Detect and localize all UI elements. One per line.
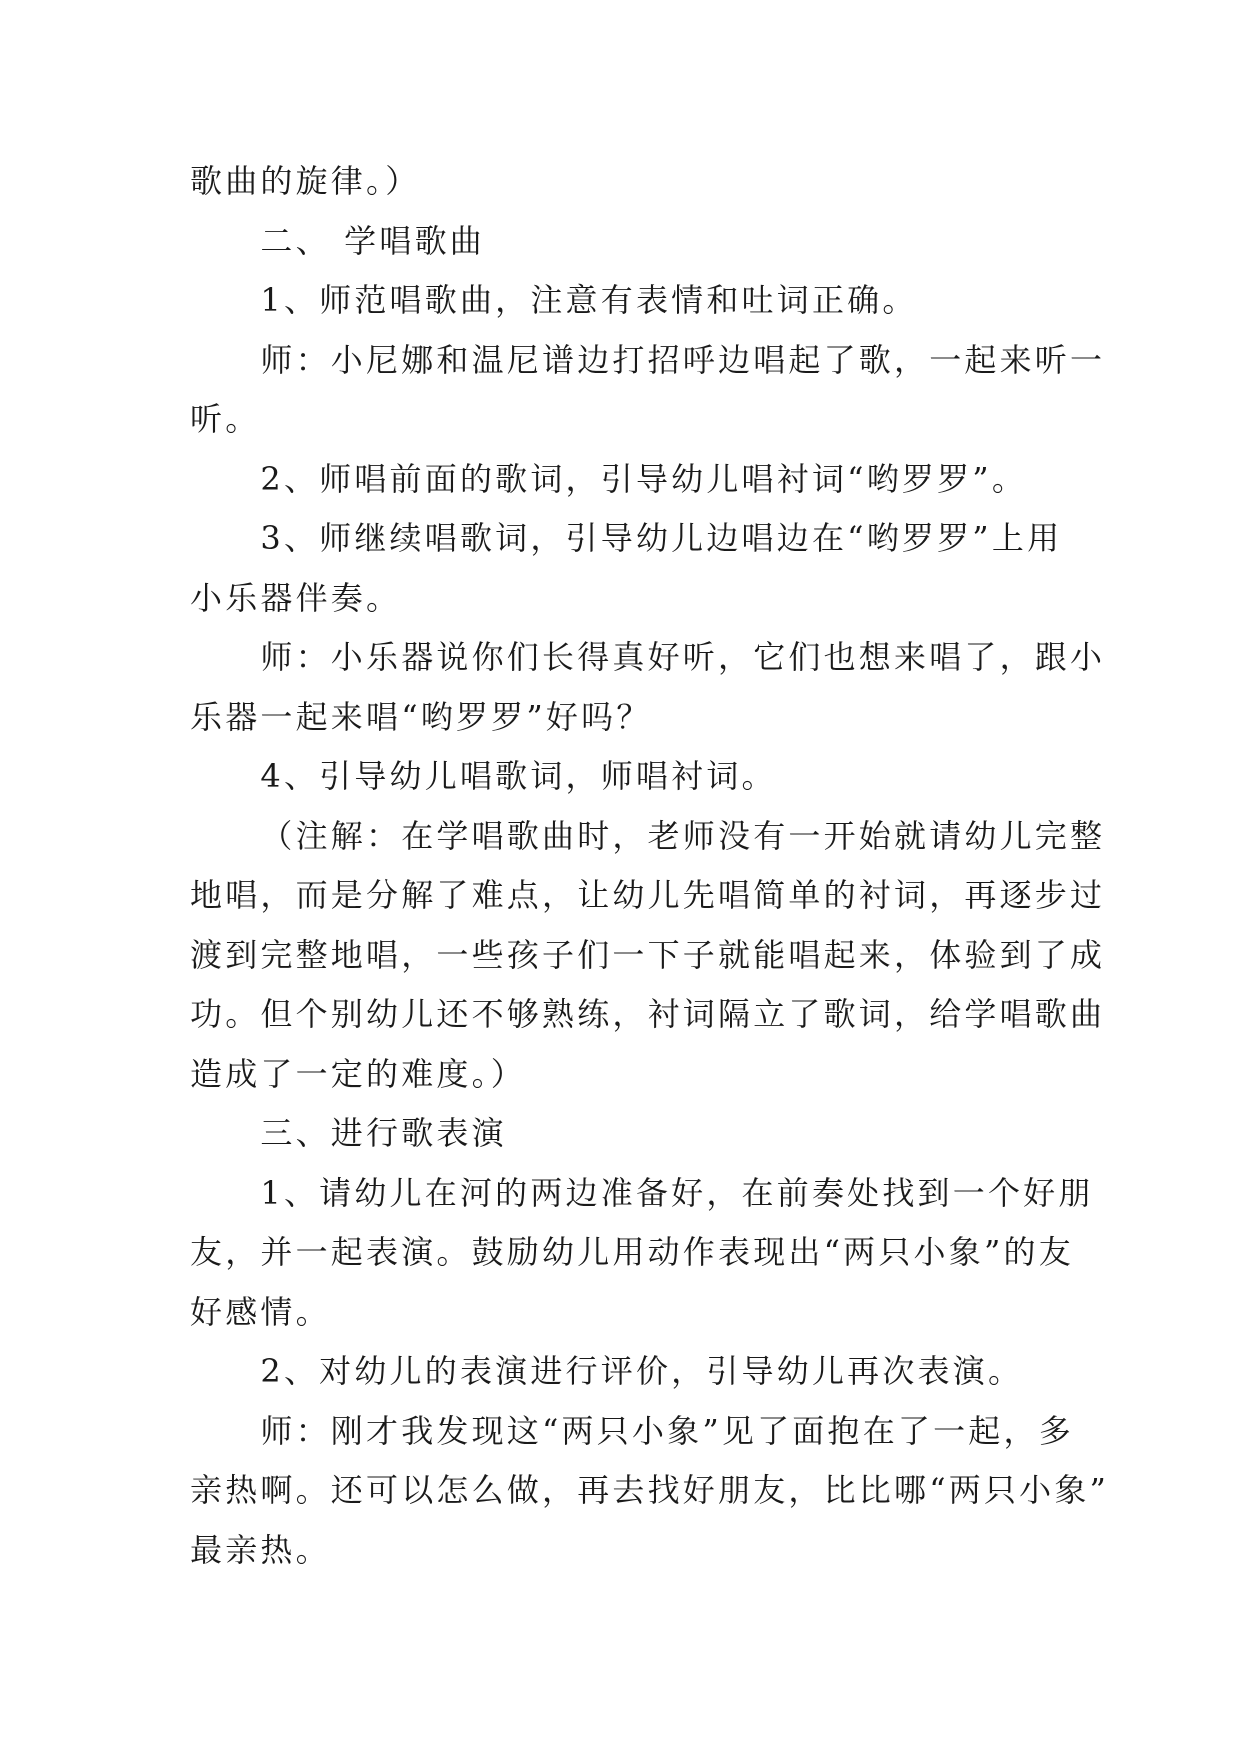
- annotation-line: 功。但个别幼儿还不够熟练，衬词隔立了歌词，给学唱歌曲: [190, 995, 1106, 1033]
- annotation-line: 造成了一定的难度。）: [190, 1054, 527, 1093]
- text-line: 好感情。: [190, 1292, 331, 1331]
- text-line: 2、师唱前面的歌词，引导幼儿唱衬词“哟罗罗”。: [260, 459, 1028, 498]
- text-line: 亲热啊。还可以怎么做，再去找好朋友，比比哪“两只小象”: [190, 1471, 1110, 1509]
- text-line: 2、对幼儿的表演进行评价，引导幼儿再次表演。: [260, 1352, 1024, 1390]
- annotation-line: 渡到完整地唱，一些孩子们一下子就能唱起来，体验到了成: [190, 935, 1106, 974]
- annotation-line: 地唱，而是分解了难点，让幼儿先唱简单的衬词，再逐步过: [190, 876, 1106, 914]
- text-line: 1、请幼儿在河的两边准备好，在前奏处找到一个好朋: [260, 1173, 1094, 1212]
- text-line: 最亲热。: [190, 1530, 331, 1569]
- text-line: 师：小尼娜和温尼谱边打招呼边唱起了歌，一起来听一: [260, 340, 1106, 379]
- text-line: 1、师范唱歌曲，注意有表情和吐词正确。: [260, 281, 918, 319]
- text-line: 乐器一起来唱“哟罗罗”好吗？: [190, 697, 652, 736]
- text-line: 3、师继续唱歌词，引导幼儿边唱边在“哟罗罗”上用: [260, 519, 1063, 557]
- document-body: [190, 152, 1110, 1580]
- section-heading: 三、进行歌表演: [260, 1114, 507, 1152]
- text-line: 师：小乐器说你们长得真好听，它们也想来唱了，跟小: [260, 638, 1106, 676]
- text-line: 听。: [190, 400, 261, 438]
- text-line: 4、引导幼儿唱歌词，师唱衬词。: [260, 757, 777, 795]
- text-line: 友，并一起表演。鼓励幼儿用动作表现出“两只小象”的友: [190, 1233, 1074, 1271]
- annotation-line: （注解：在学唱歌曲时，老师没有一开始就请幼儿完整: [260, 816, 1106, 855]
- text-line: 师：刚才我发现这“两只小象”见了面抱在了一起，多: [260, 1411, 1074, 1450]
- section-heading: 二、 学唱歌曲: [260, 221, 485, 260]
- text-line: 小乐器伴奏。: [190, 578, 402, 617]
- text-line: 歌曲的旋律。）: [190, 162, 421, 200]
